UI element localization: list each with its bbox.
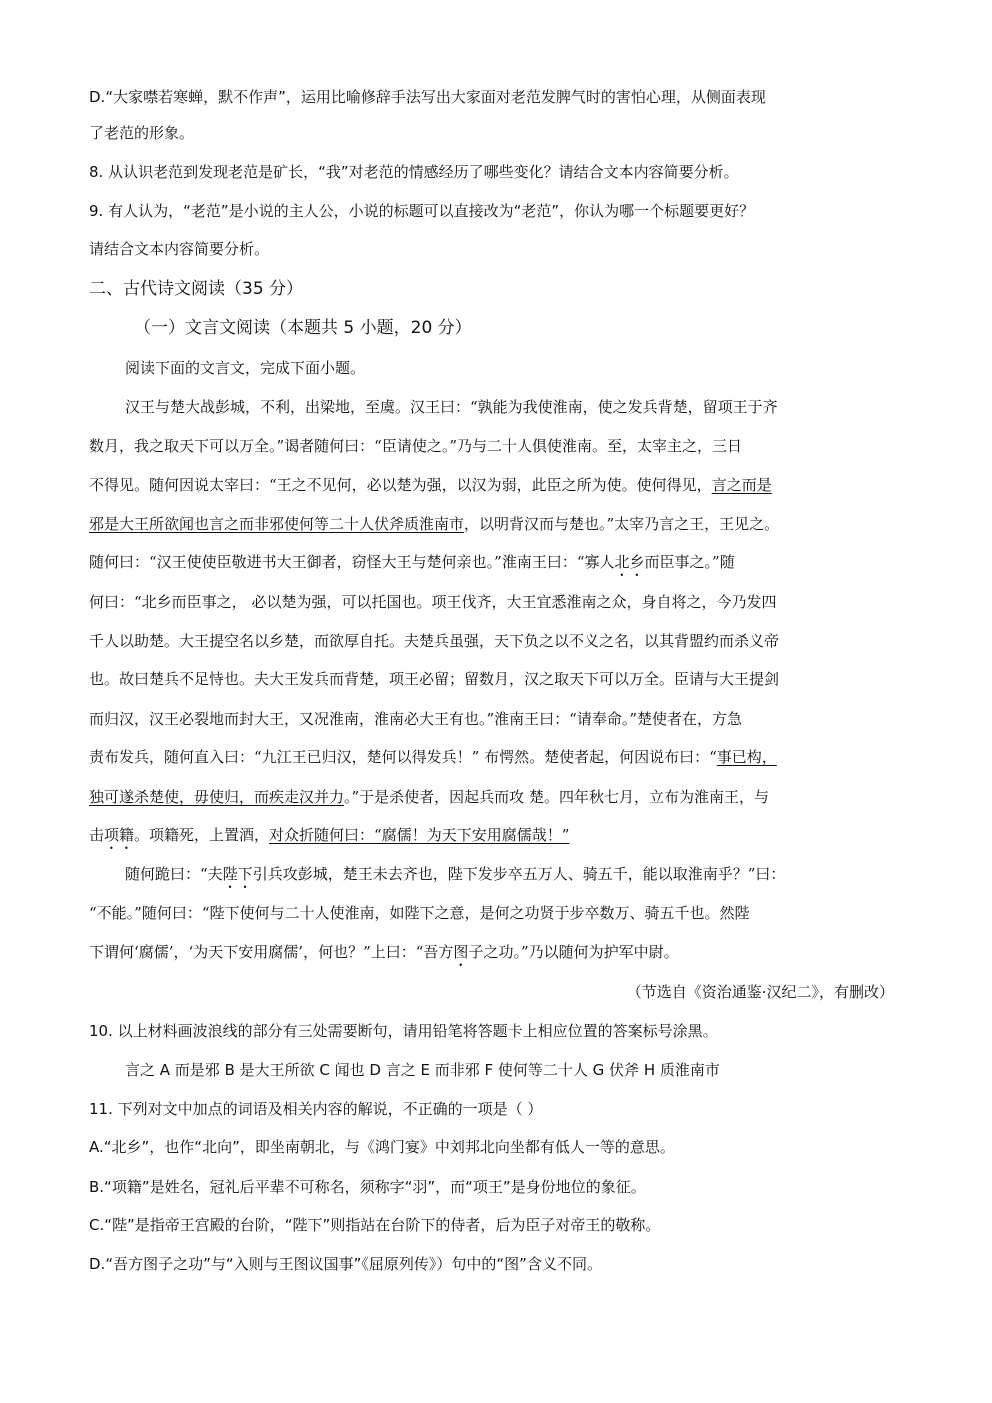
wavy-underlined-text: 独可遂杀楚使，毋使归，而疾走汉并力 [89,788,345,806]
text-segment: 而臣事之。”随 [644,553,735,571]
dotted-emphasis-text: 项籍 [104,826,135,844]
text-segment: 随何曰：“汉王使使臣敬进书大王御者，窃怪大王与楚何亲也。”淮南王曰：“寡人 [89,553,615,571]
text-line: A.“北乡”，也作“北向”，即坐南朝北，与《鸿门宴》中刘邦北向坐都有低人一等的意思。 [89,1138,675,1156]
text-line: 阅读下面的文言文，完成下面小题。 [125,359,366,377]
text-line: （节选自《资治通鉴·汉纪二》，有删改） [626,983,894,1001]
text-line: 二、古代诗文阅读（35 分） [89,279,304,299]
text-line [89,788,769,806]
text-line [89,826,569,853]
wavy-underlined-text: 言之而是 [711,476,772,494]
text-line: 而归汉，汉王必裂地而封大王，又况淮南，淮南必大王有也。”淮南王曰：“请奉命。”楚使者在，方急 [89,710,743,728]
wavy-underlined-text: 事已构， [716,748,777,766]
dotted-emphasis-text: 北乡 [614,553,645,571]
text-line: “不能。”随何曰：“陛下使何与二十人使淮南，如陛下之意，是何之功贤于步卒数万、骑五千也。然陛 [89,904,750,922]
wavy-underlined-text: 邪是大王所欲闻也言之而非邪使何等二十人伏斧质淮南市 [89,515,465,533]
text-segment: 子之功。”乃以随何为护军中尉。 [468,943,679,961]
text-line [125,865,785,892]
text-line [89,748,777,766]
text-line: C.“陛”是指帝王宫殿的台阶，“陛下”则指站在台阶下的侍者，后为臣子对帝王的敬称。 [89,1216,661,1234]
text-line: 何曰：“北乡而臣事之， 必以楚为强，可以托国也。项王伐齐，大王宜悉淮南之众，身自将之，今乃发四 [89,593,777,611]
text-line: D.“大家噤若寒蝉，默不作声”，运用比喻修辞手法写出大家面对老范发脾气时的害怕心理，从侧面表现 [89,88,766,106]
dotted-emphasis-text: 陛下 [222,865,253,883]
text-line: 数月，我之取天下可以万全。”谒者随何曰：“臣请使之。”乃与二十人俱使淮南。至，太宰主之，三日 [89,437,743,455]
text-segment: 。项籍死，上置酒， [134,826,270,844]
text-line [89,476,772,494]
text-segment: 下谓何‘腐儒’，‘为天下安用腐儒’，何也？”上曰：“吾方 [89,943,454,961]
text-line [89,943,679,970]
text-line: D.“吾方图子之功”与“入则与王图议国事”《屈原列传》）句中的“图”含义不同。 [89,1255,602,1273]
text-line: 请结合文本内容简要分析。 [89,240,270,258]
text-line: 了老范的形象。 [89,124,195,142]
text-segment: 不得见。随何因说太宰曰：“王之不见何，必以楚为强，以汉为弱，此臣之所为使。使何得见， [89,476,712,494]
text-line: （一）文言文阅读（本题共 5 小题，20 分） [134,318,472,338]
text-segment: 随何跪曰：“夫 [125,865,223,883]
text-line: B.“项籍”是姓名，冠礼后平辈不可称名，须称字“羽”，而“项王”是身份地位的象征。 [89,1178,646,1196]
text-line [89,515,779,533]
text-line: 汉王与楚大战彭城，不利，出梁地，至虞。汉王曰：“孰能为我使淮南，使之发兵背楚，留项王于齐 [125,398,778,416]
text-line: 也。故曰楚兵不足恃也。夫大王发兵而背楚，项王必留；留数月，汉之取天下可以万全。臣请与大王提剑 [89,670,780,688]
text-line: 10. 以上材料画波浪线的部分有三处需要断句，请用铅笔将答题卡上相应位置的答案标号涂黑。 [89,1022,718,1040]
text-line: 8. 从认识老范到发现老范是矿长，“我”对老范的情感经历了哪些变化？请结合文本内容简要分析。 [89,163,739,181]
text-segment: 击 [89,826,105,844]
text-line: 言之 A 而是邪 B 是大王所欲 C 闻也 D 言之 E 而非邪 F 使何等二十人 G 伏斧 H 质淮南市 [125,1061,720,1079]
text-line: 千人以助楚。大王提空名以乡楚，而欲厚自托。夫楚兵虽强，天下负之以不义之名，以其背盟约而杀义帝 [89,632,780,650]
wavy-underlined-text: 对众折随何曰：“腐儒！为天下安用腐儒哉！” [269,826,570,844]
text-segment: 责布发兵，随何直入曰：“九江王已归汉，楚何以得发兵！” 布愕然。楚使者起，何因说布曰：“ [89,748,717,766]
text-line: 11. 下列对文中加点的词语及相关内容的解说，不正确的一项是（ ） [89,1100,543,1118]
text-segment: 。”于是杀使者，因起兵而攻 楚。四年秋七月，立布为淮南王，与 [344,788,769,806]
text-line: 9. 有人认为，“老范”是小说的主人公，小说的标题可以直接改为“老范”，你认为哪一个标题要更好？ [89,202,755,220]
text-segment: 引兵攻彭城，楚王未去齐也，陛下发步卒五万人、骑五千，能以取淮南乎？”曰： [252,865,786,883]
dotted-emphasis-text: 图 [453,943,469,961]
text-segment: ，以明背汉而与楚也。”太宰乃言之王，王见之。 [464,515,780,533]
text-line [89,553,735,580]
